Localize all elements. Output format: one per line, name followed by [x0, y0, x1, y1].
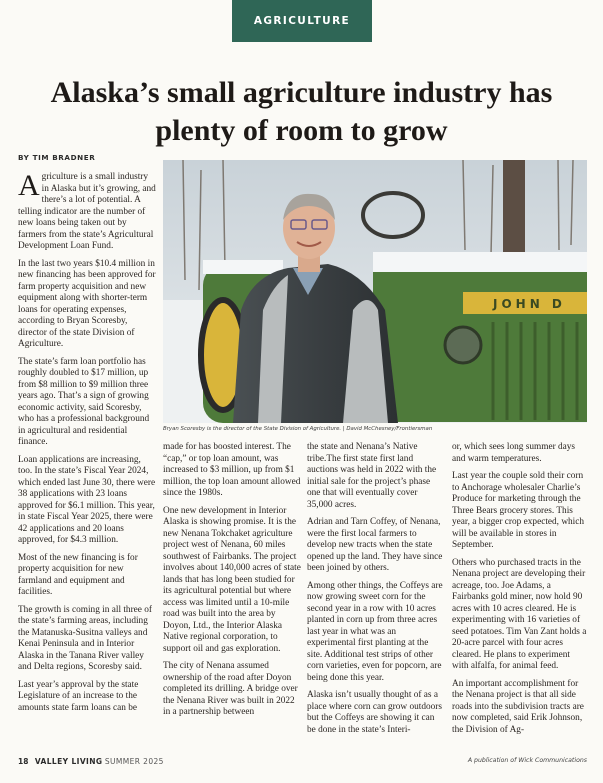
article-column-4 [452, 442, 587, 742]
photo-illustration [163, 160, 587, 423]
paragraph: In the last two years $10.4 million in new financing has been approved for farm property acquisition and new equipment along with shorter-term loans for operating expenses, according to Bryan Scoresby, director of the state Division of Agriculture. [18, 258, 156, 349]
paragraph: The city of Nenana assumed ownership of the road after Doyon completed its drilling. A bridge over the Nenana River was built in 2022 in a partnership between [163, 661, 298, 717]
paragraph: Adrian and Tarn Coffey, of Nenana, were the first local farmers to develop new tracts when the state opened up the land. They have since been joined by others. [307, 517, 443, 573]
paragraph: Last year the couple sold their corn to Anchorage wholesaler Charlie’s Produce for marketing through the Three Bears grocery stores. This year, a bigger crop expected, which will be available in stores in September. [452, 471, 585, 550]
paragraph: An important accomplishment for the Nenana project is that all side roads into the subdivision tracts are now completed, said Erik Johnson, the Division of Ag- [452, 678, 584, 735]
paragraph: Loan applications are increasing, too. In the state’s Fiscal Year 2024, which ended last June 30, there were 38 applications with 23 loans approved for $6.1 million. This year, in state Fiscal Year 2025, there were 42 applications and 20 loans approved, for $4.3 million. [18, 454, 156, 545]
article-headline: Alaska’s small agriculture industry has plenty of room to grow [50, 76, 553, 147]
magazine-name: VALLEY LIVING [34, 757, 103, 766]
paragraph: made for has boosted interest. The “cap,” or top loan amount, was increased to $3 million, up from $1 million, the top loan amount allowed since the 1980s. [163, 442, 301, 498]
article-column-2 [163, 442, 301, 725]
section-tag [232, 0, 372, 42]
paragraph: The growth is coming in all three of the state’s farming areas, including the Matanuska-Susitna valleys and Kenai Peninsula and in Interior Alaska in the Tanana River valley and Delta regions, Scoresby said. [18, 604, 152, 672]
tractor-brand-text: JOHN D [493, 297, 566, 311]
publisher-credit: A publication of Wick Communications [467, 757, 587, 764]
paragraph: Most of the new financing is for property acquisition for new farmland and equipment and facilities. [18, 552, 138, 597]
paragraph: or, which sees long summer days and warm temperatures. [452, 442, 576, 464]
drop-cap: A [18, 169, 40, 202]
article-photo [163, 160, 587, 423]
paragraph: Alaska isn’t usually thought of as a place where corn can grow outdoors but the Coffeys are showing it can be done in the state’s Interi- [307, 690, 443, 735]
paragraph: One new development in Interior Alaska is showing promise. It is the new Nenana Tokchaket agriculture project west of Nenana, 60 miles southwest of Fairbanks. The project involves about 140,000 acres of state lands that has long been studied for its agricultural potential but where access was limited until a 10-mile road was built into the area by Doyon, Ltd., the Interior Alaska Native regional corporation, to support oil and gas exploration. [163, 505, 301, 654]
article-column-3 [307, 442, 445, 742]
article-column-1 [18, 169, 156, 720]
byline: BY TIM BRADNER [18, 153, 96, 162]
paragraph: Others who purchased tracts in the Nenana project are developing their acreage, too. Joe Adams, a Fairbanks gold miner, now hold 90 acres with 10 acres cleared. He is experimenting with 16 varieties of seed potatoes. Tim Van Zant holds a 20-acre parcel with four acres cleared. He plans to experiment with alfalfa, for animal feed. [452, 557, 587, 671]
section-tag-label: AGRICULTURE [253, 15, 351, 27]
issue-label: SUMMER 2025 [104, 757, 164, 766]
paragraph: Among other things, the Coffeys are now growing sweet corn for the second year in a row with 10 acres planted in corn up from three acres last year in what was an experimental first planting at the site. Additional test strips of other corn varieties, even for popcorn, are being done this year. [307, 580, 443, 683]
page-number: 18 [18, 757, 29, 766]
tractor-grille [493, 322, 577, 420]
page-footer [18, 757, 164, 766]
paragraph: The state’s farm loan portfolio has roughly doubled to $17 million, up from $8 million to $9 million three years ago. That’s a sign of growing economic activity, said Scoresby, who has a professional background in agricultural and residential finance. [18, 356, 150, 447]
photo-caption: Bryan Scoresby is the director of the State Division of Agriculture. | David McChesney/Frontiersman [163, 426, 433, 432]
paragraph: Last year’s approval by the state Legislature of an increase to the amounts state farm loans can be [18, 679, 139, 713]
paragraph: the state and Nenana’s Native tribe.The first state first land auctions was held in 2022 with the initial sale for the project’s phase one that will eventually cover 35,000 acres. [307, 442, 437, 510]
paragraph: Agriculture is a small industry in Alaska but it’s growing, and there’s a lot of potential. A telling indicator are the number of new loans being taken out by farmers from the state’s Agricultural Development Loan Fund. [18, 169, 156, 251]
